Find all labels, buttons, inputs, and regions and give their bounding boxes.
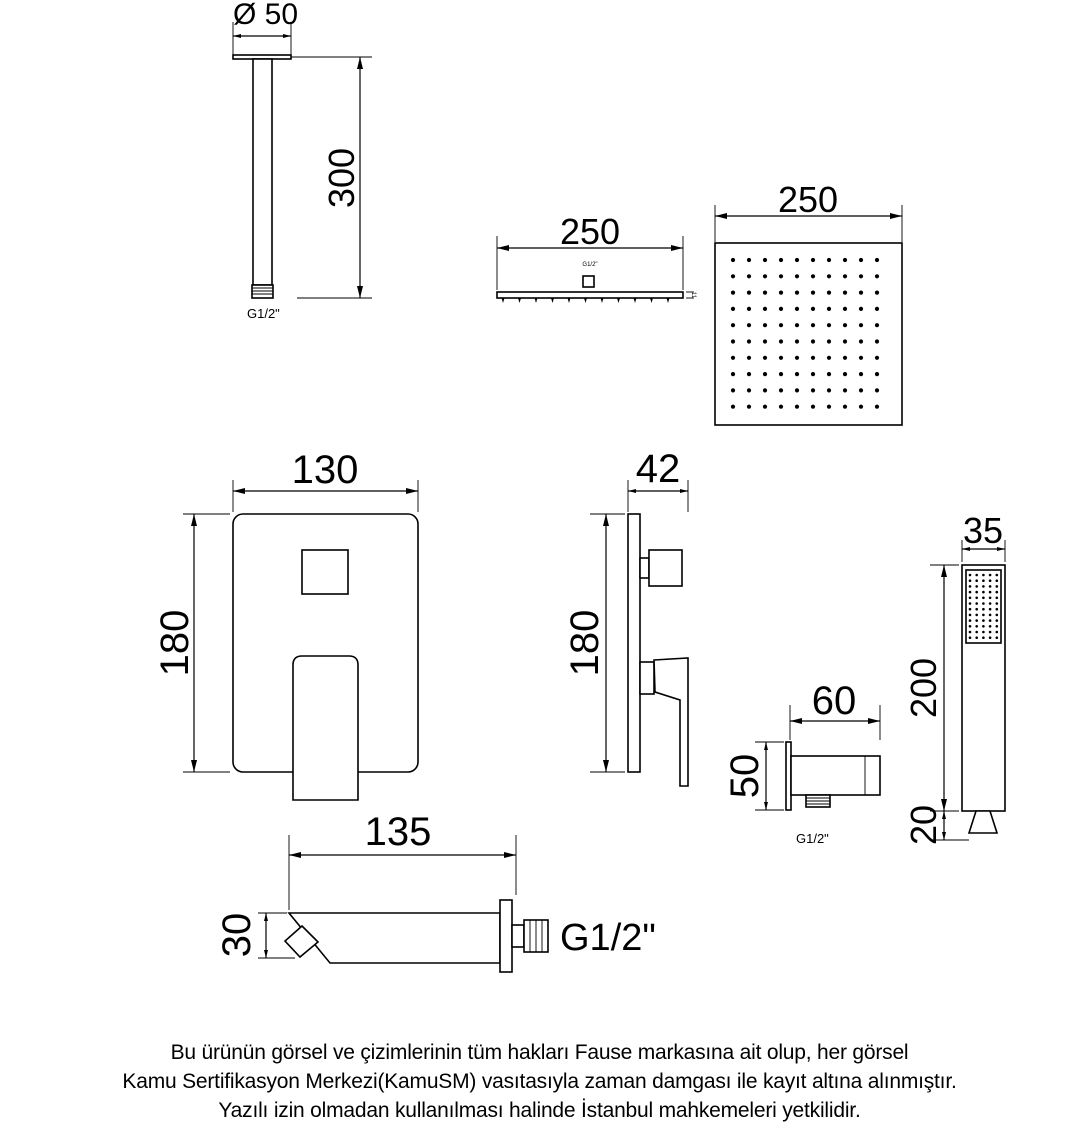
- head-hole: [827, 307, 831, 311]
- head-side-nozzle: [601, 298, 604, 303]
- hand-shower-hole: [969, 619, 972, 622]
- head-hole: [875, 372, 879, 376]
- head-hole: [875, 258, 879, 262]
- lever-base: [640, 662, 654, 694]
- head-hole: [779, 388, 783, 392]
- diverter-knob-side: [649, 550, 682, 586]
- hand-shower-hole: [996, 574, 999, 577]
- wall-outlet-thread-label: G1/2": [796, 831, 829, 846]
- head-side-body: [497, 292, 683, 298]
- head-hole: [811, 258, 815, 262]
- head-hole: [843, 258, 847, 262]
- hand-shower-hole: [969, 591, 972, 594]
- hand-shower-hole: [989, 602, 992, 605]
- head-inlet-label: G1/2": [582, 262, 598, 268]
- hand-shower-hole: [975, 602, 978, 605]
- shower-head-top-view: [715, 179, 902, 425]
- head-hole: [779, 307, 783, 311]
- head-side-nozzle: [617, 298, 620, 303]
- hand-shower-hole: [975, 574, 978, 577]
- head-hole: [875, 291, 879, 295]
- valve-front-height-label: 180: [153, 609, 197, 677]
- hand-shower-hole: [969, 631, 972, 634]
- head-hole: [795, 405, 799, 409]
- head-hole: [795, 372, 799, 376]
- spout-height-label: 30: [215, 912, 259, 958]
- hand-shower-hole: [969, 608, 972, 611]
- spout-view: [215, 810, 656, 972]
- spout-flange: [500, 900, 512, 972]
- head-side-nozzle: [568, 298, 571, 303]
- head-hole: [795, 388, 799, 392]
- hand-shower-hole: [989, 597, 992, 600]
- head-side-nozzle: [502, 298, 505, 303]
- hand-shower-hole: [969, 579, 972, 582]
- head-hole: [843, 339, 847, 343]
- valve-side-height-label: 180: [563, 609, 607, 677]
- head-hole: [779, 339, 783, 343]
- head-hole: [827, 291, 831, 295]
- head-hole: [747, 339, 751, 343]
- hand-shower-hole: [989, 585, 992, 588]
- hand-shower-hole: [996, 602, 999, 605]
- wall-outlet-thread: [806, 795, 830, 807]
- head-hole: [763, 258, 767, 262]
- head-hole: [843, 405, 847, 409]
- head-hole: [811, 323, 815, 327]
- hand-shower-hole: [996, 591, 999, 594]
- head-hole: [811, 339, 815, 343]
- hand-shower-hole: [989, 625, 992, 628]
- head-hole: [731, 323, 735, 327]
- head-hole: [827, 405, 831, 409]
- head-hole: [779, 356, 783, 360]
- spout-body: [289, 913, 500, 963]
- head-hole: [747, 388, 751, 392]
- hand-shower-hole: [996, 597, 999, 600]
- valve-side-plate: [628, 514, 640, 772]
- head-hole: [827, 258, 831, 262]
- head-side-nozzle: [535, 298, 538, 303]
- hand-shower-hole: [969, 636, 972, 639]
- wall-outlet-body: [791, 756, 880, 795]
- head-hole: [811, 307, 815, 311]
- head-hole: [795, 291, 799, 295]
- valve-side-depth-label: 42: [635, 447, 681, 491]
- wall-outlet-height-label: 50: [723, 753, 767, 799]
- spout-thread: [524, 920, 548, 952]
- head-side-nozzle: [518, 298, 521, 303]
- head-hole: [763, 372, 767, 376]
- head-hole: [747, 258, 751, 262]
- hand-shower-view: [903, 510, 1005, 845]
- hand-shower-width-label: 35: [962, 510, 1004, 551]
- hand-shower-hole: [982, 631, 985, 634]
- hand-shower-hole: [989, 591, 992, 594]
- head-hole: [859, 405, 863, 409]
- head-hole: [731, 405, 735, 409]
- head-hole: [779, 405, 783, 409]
- hand-shower-hole: [969, 585, 972, 588]
- head-hole: [827, 339, 831, 343]
- head-hole: [795, 323, 799, 327]
- head-hole: [763, 274, 767, 278]
- head-hole: [875, 405, 879, 409]
- diverter-knob: [302, 550, 348, 594]
- head-hole: [843, 274, 847, 278]
- head-side-nozzle: [584, 298, 587, 303]
- spout-thread-label: G1/2": [560, 917, 656, 959]
- hand-shower-hole: [996, 608, 999, 611]
- head-hole: [811, 274, 815, 278]
- head-thickness-label: 11: [690, 291, 696, 299]
- head-hole: [779, 258, 783, 262]
- hand-shower-hole: [969, 602, 972, 605]
- wall-outlet-width-label: 60: [811, 679, 857, 723]
- hand-shower-body: [962, 565, 1005, 811]
- shower-head-side-view: [497, 211, 696, 303]
- hand-shower-hole: [975, 614, 978, 617]
- head-hole: [779, 291, 783, 295]
- head-hole: [811, 372, 815, 376]
- head-hole: [795, 274, 799, 278]
- hand-shower-hole: [975, 579, 978, 582]
- head-hole: [827, 356, 831, 360]
- head-hole: [875, 307, 879, 311]
- head-hole: [859, 372, 863, 376]
- head-hole: [763, 388, 767, 392]
- head-hole: [747, 291, 751, 295]
- head-hole: [843, 372, 847, 376]
- copyright-notice: [0, 1038, 1079, 1125]
- hand-shower-hole: [996, 631, 999, 634]
- head-hole: [811, 291, 815, 295]
- head-hole: [747, 274, 751, 278]
- head-hole: [875, 339, 879, 343]
- hand-shower-length-label: 200: [903, 657, 944, 719]
- head-hole: [843, 388, 847, 392]
- hand-shower-base-label: 20: [903, 804, 944, 846]
- head-side-nozzle: [667, 298, 670, 303]
- hand-shower-hole: [969, 625, 972, 628]
- ceiling-arm-view: [233, 0, 372, 321]
- hand-shower-hole: [989, 631, 992, 634]
- hand-shower-hole: [975, 631, 978, 634]
- head-side-nozzle: [650, 298, 653, 303]
- head-hole: [731, 274, 735, 278]
- hand-shower-hole: [982, 579, 985, 582]
- head-hole: [827, 372, 831, 376]
- head-hole: [731, 388, 735, 392]
- head-hole: [811, 405, 815, 409]
- head-hole: [859, 274, 863, 278]
- hand-shower-hole: [969, 614, 972, 617]
- head-hole: [779, 372, 783, 376]
- hand-shower-hole: [982, 619, 985, 622]
- hand-shower-hole: [996, 619, 999, 622]
- hand-shower-hole: [996, 579, 999, 582]
- ceiling-arm-length-label: 300: [321, 147, 362, 209]
- valve-lever: [293, 656, 358, 800]
- hand-shower-hole: [996, 585, 999, 588]
- hand-shower-hole: [989, 614, 992, 617]
- head-hole: [859, 291, 863, 295]
- head-hole: [843, 291, 847, 295]
- ceiling-arm-pipe: [253, 59, 272, 285]
- ceiling-arm-thread-label: G1/2": [247, 306, 280, 321]
- head-hole: [747, 372, 751, 376]
- head-hole: [779, 323, 783, 327]
- arm-thread: [252, 285, 273, 298]
- head-hole: [827, 323, 831, 327]
- head-side-nozzle: [551, 298, 554, 303]
- head-hole: [859, 323, 863, 327]
- head-inlet-connector: [583, 276, 594, 287]
- head-hole: [875, 388, 879, 392]
- head-hole: [827, 274, 831, 278]
- hand-shower-hole: [982, 608, 985, 611]
- head-top-plate: [715, 243, 902, 425]
- head-hole: [763, 356, 767, 360]
- head-hole: [763, 339, 767, 343]
- head-hole: [763, 307, 767, 311]
- hand-shower-hole: [975, 636, 978, 639]
- head-hole: [747, 356, 751, 360]
- hand-shower-hole: [982, 614, 985, 617]
- head-hole: [843, 323, 847, 327]
- head-hole: [875, 274, 879, 278]
- head-hole: [811, 356, 815, 360]
- hand-shower-hole: [969, 574, 972, 577]
- valve-front-width-label: 130: [291, 448, 359, 492]
- head-hole: [859, 307, 863, 311]
- hand-shower-hole: [996, 636, 999, 639]
- hand-shower-hole: [989, 619, 992, 622]
- head-hole: [731, 307, 735, 311]
- head-hole: [843, 356, 847, 360]
- head-hole: [859, 388, 863, 392]
- head-hole: [795, 356, 799, 360]
- head-hole: [747, 323, 751, 327]
- valve-side-view: [563, 447, 688, 786]
- head-hole: [763, 291, 767, 295]
- copyright-line-1: Bu ürünün görsel ve çizimlerinin tüm hakları Fause markasına ait olup, her görsel: [170, 1041, 909, 1064]
- hand-shower-hole: [989, 636, 992, 639]
- head-hole: [747, 405, 751, 409]
- head-hole: [747, 307, 751, 311]
- hand-shower-hole: [982, 602, 985, 605]
- wall-outlet-view: [723, 679, 880, 846]
- head-hole: [763, 405, 767, 409]
- hand-shower-hole: [989, 574, 992, 577]
- head-hole: [795, 258, 799, 262]
- head-side-nozzle: [634, 298, 637, 303]
- head-hole: [795, 307, 799, 311]
- spout-length-label: 135: [364, 810, 432, 854]
- hand-shower-hole: [982, 574, 985, 577]
- head-hole: [763, 323, 767, 327]
- hand-shower-hole: [975, 608, 978, 611]
- copyright-line-3: Yazılı izin olmadan kullanılması halinde İstanbul mahkemeleri yetkilidir.: [218, 1099, 861, 1122]
- head-hole: [827, 388, 831, 392]
- valve-front-view: [153, 448, 418, 800]
- head-hole: [779, 274, 783, 278]
- head-hole: [859, 258, 863, 262]
- head-hole: [859, 356, 863, 360]
- hand-shower-hole: [975, 585, 978, 588]
- hand-shower-hole: [982, 585, 985, 588]
- head-hole: [731, 291, 735, 295]
- head-hole: [843, 307, 847, 311]
- head-hole: [875, 323, 879, 327]
- hand-shower-hole: [975, 625, 978, 628]
- head-top-width-label: 250: [777, 179, 839, 220]
- hand-shower-hole: [989, 579, 992, 582]
- spout-neck: [512, 925, 524, 947]
- hand-shower-hole: [975, 597, 978, 600]
- head-hole: [731, 372, 735, 376]
- hand-shower-hole: [975, 591, 978, 594]
- hand-shower-hole: [969, 597, 972, 600]
- hand-shower-hole: [982, 591, 985, 594]
- diverter-stem: [640, 558, 649, 578]
- hand-shower-hole: [982, 625, 985, 628]
- copyright-line-2: Kamu Sertifikasyon Merkezi(KamuSM) vasıtasıyla zaman damgası ile kayıt altına alınmıştır.: [122, 1070, 957, 1093]
- lever-side: [654, 658, 688, 786]
- head-hole: [731, 258, 735, 262]
- head-hole: [859, 339, 863, 343]
- hand-shower-hole: [996, 614, 999, 617]
- hand-shower-connector: [969, 811, 997, 833]
- hand-shower-hole: [982, 597, 985, 600]
- hand-shower-hole: [975, 619, 978, 622]
- head-side-width-label: 250: [559, 211, 621, 252]
- hand-shower-hole: [982, 636, 985, 639]
- ceiling-arm-diameter-label: Ø 50: [233, 0, 299, 31]
- head-hole: [731, 356, 735, 360]
- head-hole: [731, 339, 735, 343]
- hand-shower-hole: [989, 608, 992, 611]
- hand-shower-hole: [996, 625, 999, 628]
- head-hole: [811, 388, 815, 392]
- head-hole: [875, 356, 879, 360]
- head-hole: [795, 339, 799, 343]
